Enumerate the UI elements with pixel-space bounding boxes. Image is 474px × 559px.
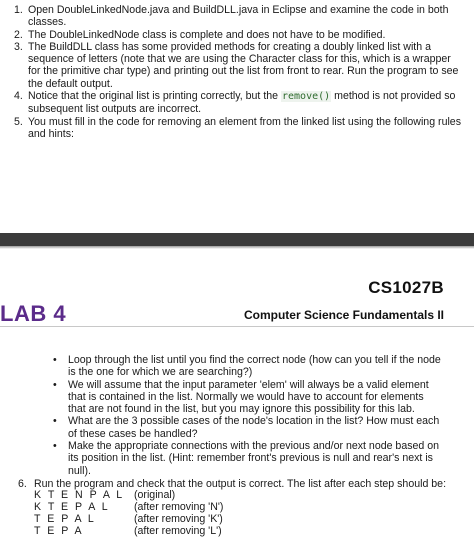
hint-item — [0, 440, 474, 477]
step-4-text-after: method is not provided so subsequent list outputs are incorrect. — [28, 90, 456, 116]
sequence-note: (after removing 'L') — [134, 524, 222, 537]
sequence-row — [34, 514, 474, 526]
sequence-note: (after removing 'K') — [134, 512, 223, 525]
header-rule — [0, 326, 474, 327]
step-1-text: Open DoubleLinkedNode.java and BuildDLL.java in Eclipse and examine the code in both classes. — [28, 4, 449, 29]
steps-list — [0, 4, 474, 140]
page-separator-shadow — [0, 246, 474, 249]
step-5-text: You must fill in the code for removing an element from the linked list using the following rules and hints: — [28, 115, 461, 140]
hint-text: What are the 3 possible cases of the node's location in the list? How must each of these cases be handled? — [68, 415, 440, 440]
hint-item — [0, 379, 474, 416]
step-4-text-before: Notice that the original list is printing correctly, but the — [28, 90, 281, 103]
hint-item — [0, 415, 474, 440]
step-1: 1. Open DoubleLinkedNode.java and BuildDLL.java in Eclipse and examine the code in both classes. — [14, 4, 449, 29]
hint-text: We will assume that the input parameter 'elem' will always be a valid element that is contained in the list. Normally we would have to account for elements that are not found in the list, but you may ignore this possibility for this lab. — [68, 378, 429, 416]
hint-text: Loop through the list until you find the correct node (how can you tell if the node is the one for which we are searching?) — [68, 354, 441, 379]
course-name: Computer Science Fundamentals II — [243, 308, 444, 322]
remove-method-code: remove() — [282, 91, 331, 103]
step-2-text: The DoubleLinkedNode class is complete and does not have to be modified. — [28, 28, 386, 41]
step-6: 6. Run the program and check that the output is correct. The list after each step should be: — [18, 477, 447, 490]
step-2: 2. The DoubleLinkedNode class is complete and does not have to be modified. — [14, 28, 386, 41]
sequence-letters: T E P A L — [34, 512, 96, 525]
bullet-icon: • — [53, 378, 57, 391]
list-sequence-table — [34, 490, 474, 537]
bullet-icon: • — [53, 354, 57, 366]
course-code: CS1027B — [368, 278, 444, 297]
step-5: 5. You must fill in the code for removing an element from the linked list using the following rules and hints: — [14, 115, 461, 140]
hint-item — [0, 354, 474, 379]
lab-title: LAB 4 — [0, 301, 67, 326]
hint-text: Make the appropriate connections with the previous and/or next node based on its position in the list. (Hint: remember front's previous is null and rear's next is null). — [68, 440, 440, 477]
step-3-text: The BuildDLL class has some provided methods for creating a doubly linked list with a sequence of letters (note that we are using the Character class for this, which is a wrapper for the primitive char type) and printing out the list from front to rear. Run the program to see the default output. — [28, 40, 459, 90]
step-6-text: Run the program and check that the output is correct. The list after each step should be: — [34, 477, 447, 490]
page-separator-bar — [0, 233, 474, 246]
bullet-icon: • — [53, 415, 57, 428]
instructions-bottom — [0, 354, 474, 537]
sequence-letters: T E P A — [34, 524, 84, 537]
sequence-row — [34, 502, 474, 514]
sequence-note: (after removing 'N') — [134, 501, 224, 514]
instructions-top — [0, 0, 474, 228]
step-4: 4. Notice that the original list is printing correctly, but the remove() method is not provided so subsequent list outputs are incorrect. — [14, 90, 456, 116]
sequence-note: (original) — [134, 489, 176, 502]
hints-list — [0, 354, 474, 477]
sequence-row — [34, 526, 474, 538]
sequence-letters: K T E P A L — [34, 501, 110, 514]
bullet-icon: • — [53, 440, 57, 453]
sequence-letters: K T E N P A L — [34, 489, 125, 502]
step-3: 3. The BuildDLL class has some provided methods for creating a doubly linked list with a sequence of letters (note that we are using the Character class for this, which is a wrapper for the primitive char type) and printing out the list from front to rear. Run the program to see the default output. — [14, 40, 459, 90]
